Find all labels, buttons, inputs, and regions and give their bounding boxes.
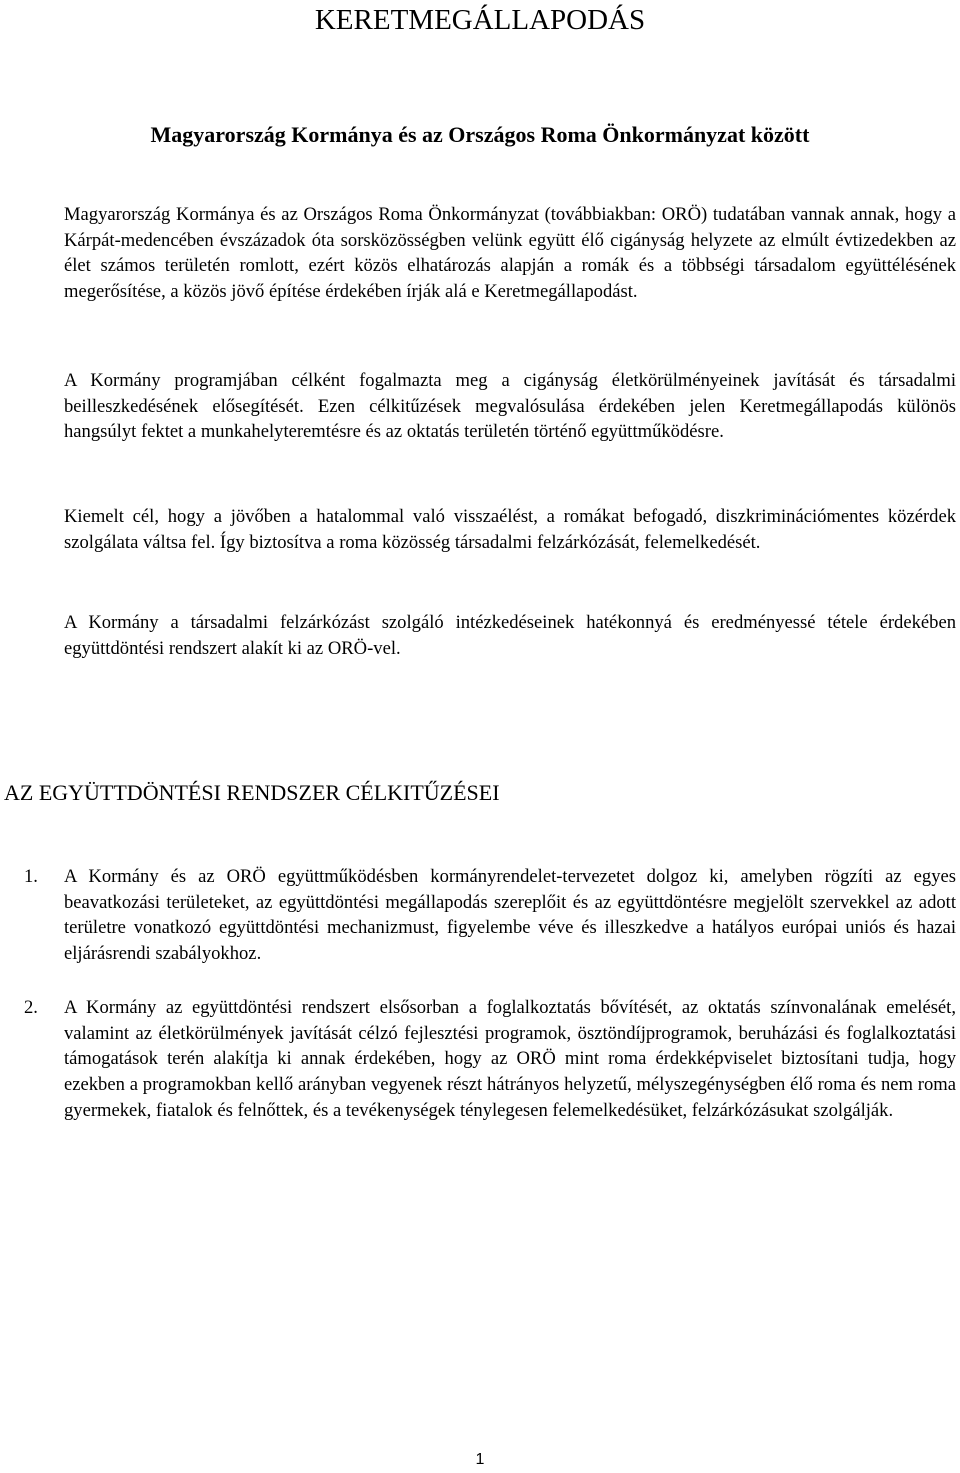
document-subtitle: Magyarország Kormánya és az Országos Roma Önkormányzat között [150, 122, 810, 147]
section-heading: AZ EGYÜTTDÖNTÉSI RENDSZER CÉLKITŰZÉSEI [4, 780, 500, 805]
goal-paragraph: Kiemelt cél, hogy a jövőben a hatalommal való visszaélést, a romákat befogadó, diszkriminációmentes közérdek szolgálata váltsa fel. Így biztosítva a roma közösség társadalmi felzárkózását, felemelkedését. [64, 506, 956, 553]
codecision-paragraph: A Kormány a társadalmi felzárkózást szolgáló intézkedéseinek hatékonnyá és eredményessé tétele érdekében együttdöntési rendszert alakít ki az ORÖ-vel. [64, 612, 956, 659]
document-title: KERETMEGÁLLAPODÁS [314, 4, 646, 36]
list-item-number: 1. [24, 866, 38, 887]
page-number: 1 [475, 1451, 485, 1468]
program-paragraph: A Kormány programjában célként fogalmazta meg a cigányság életkörülményeinek javítását és társadalmi beilleszkedésének elősegítését. Ezen célkitűzések megvalósulása érdekében jelen Keretmegállapodás különös hangsúlyt fektet a munkahelyteremtésre és az oktatás területén történő együttműködésre. [64, 370, 956, 443]
list-item-text: A Kormány az együttdöntési rendszert elsősorban a foglalkoztatás bővítését, az oktatás színvonalának emelését, valamint az életkörülmények javítását célzó fejlesztési programok, ösztöndíjprogramok, beruházási és foglalkoztatási támogatások terén alakítja ki annak érdekében, hogy az ORÖ mint roma érdekképviselet biztosítani tudja, hogy ezekben a programokban kellő arányban vegyenek részt hátrányos helyzetű, mélyszegénységben élő roma és nem roma gyermekek, fiatalok és felnőttek, és a tevékenységek ténylegesen felemelkedésüket, felzárkózásukat szolgálják. [64, 997, 956, 1121]
list-item-text: A Kormány és az ORÖ együttműködésben kormányrendelet-tervezetet dolgoz ki, amelyben rögzíti az egyes beavatkozási területeket, az együttdöntési megállapodás szereplőit és az együttdöntésre megjelölt szervekkel az adott területre vonatkozó együttdöntési mechanizmust, figyelembe véve és illeszkedve a hatályos európai uniós és hazai eljárásrendi szabályokhoz. [64, 866, 956, 965]
intro-paragraph: Magyarország Kormánya és az Országos Roma Önkormányzat (továbbiakban: ORÖ) tudatában vannak annak, hogy a Kárpát-medencében évszázadok óta sorsközösségben velünk együtt élő cigányság helyzete az elmúlt évtizedekben az élet számos területén romlott, ezért közös elhatározás alapján a romák és a többségi társadalom együttélésének megerősítése, a közös jövő építése érdekében írják alá e Keretmegállapodást. [64, 204, 956, 303]
list-item-number: 2. [24, 997, 38, 1018]
